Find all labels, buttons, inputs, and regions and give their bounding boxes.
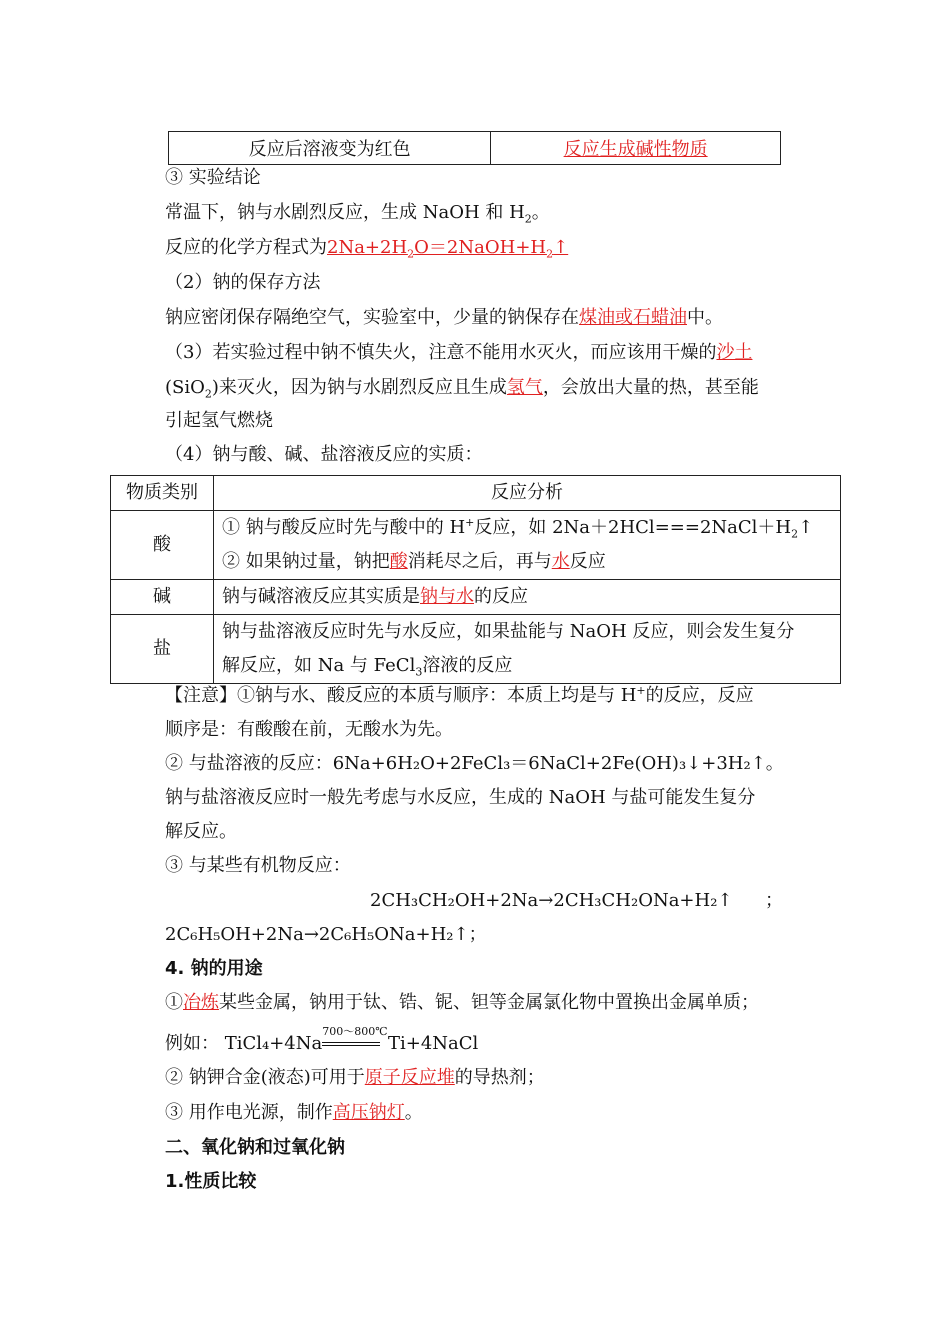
paragraph: ② 钠钾合金(液态)可用于原子反应堆的导热剂； [165,1067,545,1088]
result-table [168,131,781,165]
paragraph: 常温下，钠与水剧烈反应，生成 NaOH 和 $H_2$。 [165,202,550,226]
paragraph: （2）钠的保存方法 [165,272,321,293]
paragraph: (SiO$_2$)来灭火，因为钠与水剧烈反应且生成氢气，会放出大量的热，甚至能 [165,377,759,401]
section-heading: 4. 钠的用途 [165,958,263,979]
paragraph: 2C₆H₅OH+2Na→2C₆H₅ONa+H₂↑； [165,924,487,945]
paragraph: ③ 与某些有机物反应： [165,855,351,876]
paragraph: 引起氢气燃烧 [165,410,273,431]
paragraph: 钠应密闭保存隔绝空气，实验室中，少量的钠保存在煤油或石蜡油中。 [165,307,723,328]
paragraph: 反应的化学方程式为$2Na+2H_2O=2NaOH+H_2↑$ [165,237,569,261]
paragraph: ③ 用作电光源，制作高压钠灯。 [165,1102,423,1123]
reaction-condition: 700～800℃ [322,1034,382,1054]
reaction-table [110,475,841,684]
table-cell: 钠与碱溶液反应其实质是钠与水的反应 [214,580,841,615]
punctuation: ； [765,890,783,911]
table-cell: 碱 [111,580,214,615]
table-header: 反应分析 [214,476,841,511]
paragraph: 【注意】①钠与水、酸反应的本质与顺序：本质上均是与 H+的反应，反应 [165,684,754,706]
paragraph: 顺序是：有酸酸在前，无酸水为先。 [165,719,453,740]
table-cell: 反应后溶液变为红色 [169,132,491,165]
paragraph: （4）钠与酸、碱、盐溶液反应的实质： [165,444,483,465]
paragraph: ③ 实验结论 [165,167,261,188]
section-heading: 1.性质比较 [165,1171,257,1192]
table-cell: 酸 [111,511,214,580]
equation: 2CH₃CH₂OH+2Na→2CH₃CH₂ONa+H₂↑ [370,890,733,911]
table-cell: 盐 [111,615,214,684]
paragraph: 例如： TiCl₄+4Na 700～800℃ Ti+4NaCl [165,1025,479,1054]
paragraph: 钠与盐溶液反应时一般先考虑与水反应，生成的 NaOH 与盐可能发生复分 [165,787,756,808]
section-heading: 二、氧化钠和过氧化钠 [165,1137,345,1158]
paragraph: （3）若实验过程中钠不慎失火，注意不能用水灭火，而应该用干燥的沙土 [165,342,753,363]
paragraph: ①冶炼某些金属，钠用于钛、锆、铌、钽等金属氯化物中置换出金属单质； [165,992,759,1013]
table-cell: 钠与盐溶液反应时先与水反应，如果盐能与 NaOH 反应，则会发生复分 解反应，如 Na 与 FeCl$_3$溶液的反应 [214,615,841,684]
table-cell: 反应生成碱性物质 [491,132,781,165]
paragraph: ② 与盐溶液的反应：6Na+6H₂O+2FeCl₃＝6NaCl+2Fe(OH)₃↓+3H₂↑。 [165,753,784,774]
table-header: 物质类别 [111,476,214,511]
table-cell: ① 钠与酸反应时先与酸中的 H+反应，如 $2Na+2HCl===2NaCl+H_2↑$ ② 如果钠过量，钠把酸消耗尽之后，再与水反应 [214,511,841,580]
paragraph: 解反应。 [165,821,237,842]
equation: $2Na+2H_2O=2NaOH+H_2↑$ [327,237,569,261]
